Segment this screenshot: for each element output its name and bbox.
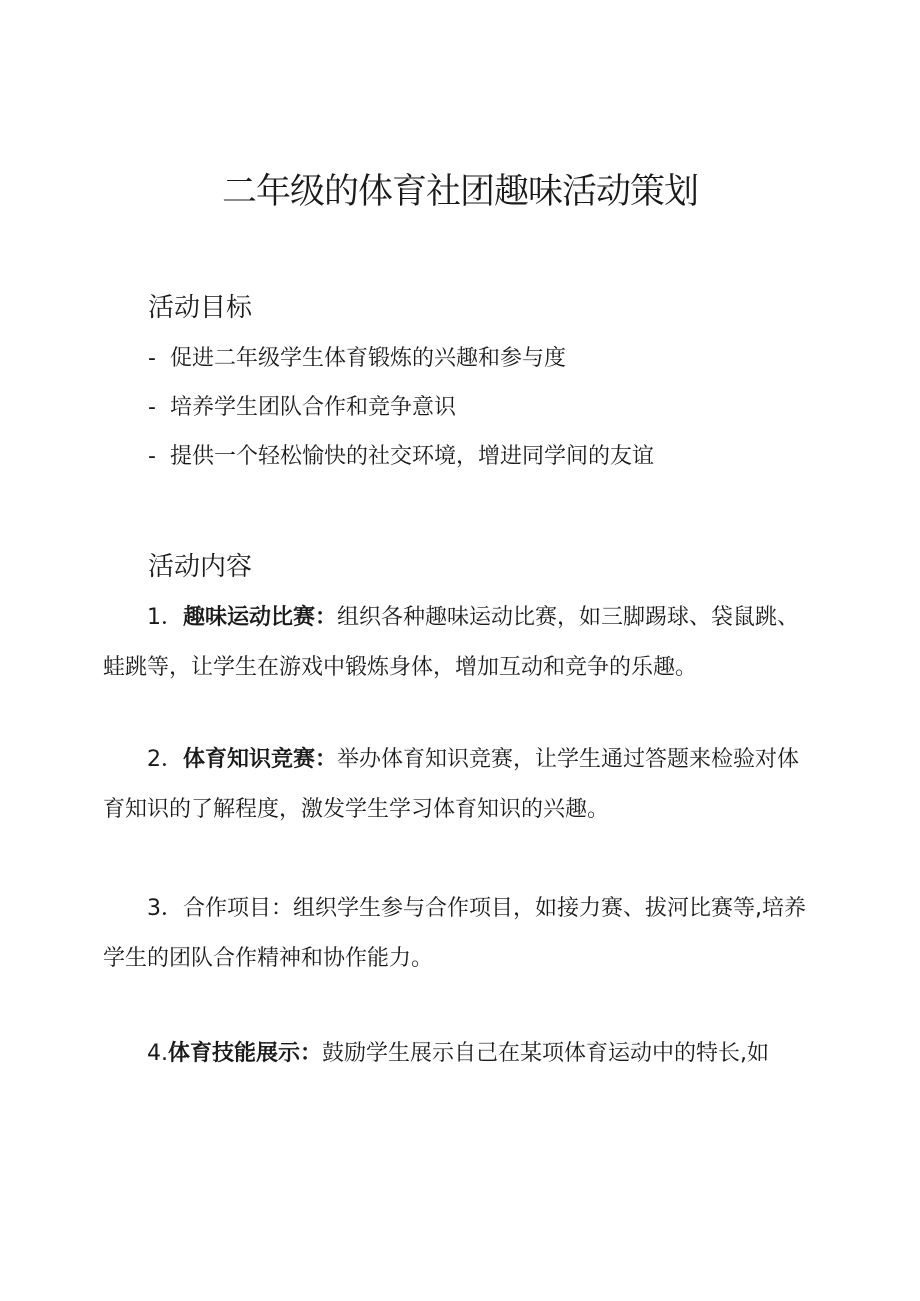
content-item-label: 体育技能展示：: [168, 1041, 323, 1066]
content-item-text: 组织各种趣味运动比赛，如三脚踢球、袋鼠跳、蛙跳等，让学生在游戏中锻炼身体，增加互动和竞争的乐趣。: [103, 605, 800, 680]
content-item-text: 合作项目：组织学生参与合作项目，如接力赛、拔河比赛等,培养学生的团队合作精神和协作能力。: [103, 896, 806, 971]
content-item: [103, 593, 815, 693]
goal-text: 培养学生团队合作和竞争意识: [170, 395, 457, 420]
section-heading-goals: 活动目标: [148, 293, 253, 323]
content-item-label: 体育知识竞赛：: [183, 747, 338, 772]
content-item-number: 3．: [147, 896, 183, 921]
content-item-text: 鼓励学生展示自己在某项体育运动中的特长,如: [322, 1041, 770, 1066]
section-heading-content: 活动内容: [148, 552, 253, 582]
goal-text: 促进二年级学生体育锻炼的兴趣和参与度: [170, 346, 567, 371]
goal-dash: -: [148, 346, 156, 371]
content-item-label: 趣味运动比赛：: [183, 605, 338, 630]
content-item-text: 举办体育知识竞赛，让学生通过答题来检验对体育知识的了解程度，激发学生学习体育知识的兴趣。: [103, 747, 800, 822]
document-title: 二年级的体育社团趣味活动策划: [221, 172, 698, 212]
content-item: [103, 1029, 815, 1079]
content-item-number: 2．: [147, 747, 183, 772]
goal-text: 提供一个轻松愉快的社交环境，增进同学间的友谊: [170, 444, 655, 469]
goal-dash: -: [148, 395, 156, 420]
goal-dash: -: [148, 444, 156, 469]
goal-item: [148, 393, 456, 423]
content-item: [103, 884, 815, 984]
content-item-number: 1．: [147, 605, 183, 630]
content-item: [103, 735, 815, 835]
goal-item: [148, 442, 654, 472]
content-item-number: 4.: [147, 1041, 168, 1066]
goal-item: [148, 344, 566, 374]
